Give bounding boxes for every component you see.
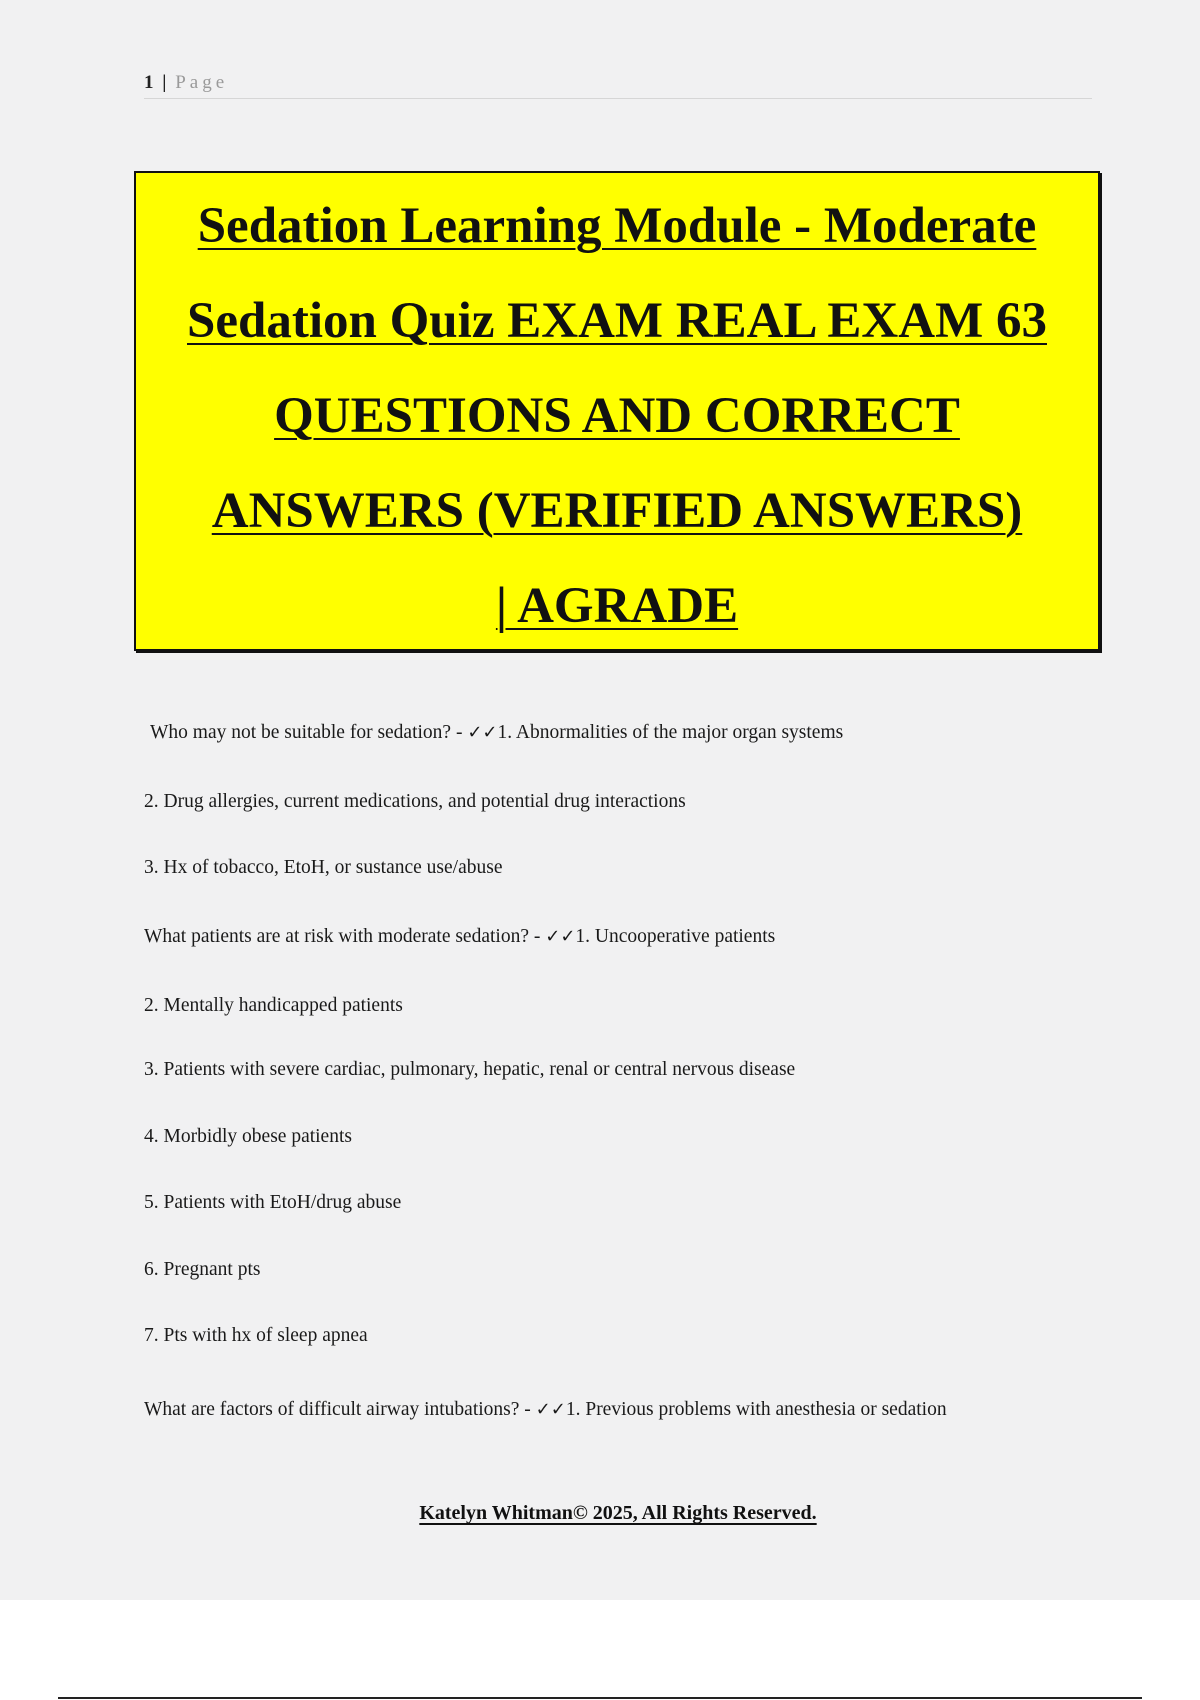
bottom-divider <box>58 1697 1142 1699</box>
title-line-2: Sedation Quiz EXAM REAL EXAM 63 <box>187 293 1047 349</box>
double-check-icon: ✓✓ <box>545 926 576 947</box>
page-label: Page <box>175 72 229 93</box>
answer-item: 7. Pts with hx of sleep apnea <box>144 1325 368 1346</box>
title-line-1: Sedation Learning Module - Moderate <box>197 198 1037 254</box>
question-3 <box>144 1398 947 1422</box>
title-box <box>134 171 1100 651</box>
answer-item: 2. Mentally handicapped patients <box>144 995 403 1016</box>
answer-item: 2. Drug allergies, current medications, and potential drug interactions <box>144 791 686 812</box>
question-text: Who may not be suitable for sedation? - <box>150 722 468 743</box>
answer-item: 3. Patients with severe cardiac, pulmonary, hepatic, renal or central nervous disease <box>144 1059 796 1080</box>
answer-item: 4. Morbidly obese patients <box>144 1126 352 1147</box>
double-check-icon: ✓✓ <box>535 1399 566 1420</box>
answer-item: 5. Patients with EtoH/drug abuse <box>144 1192 402 1213</box>
question-text: What patients are at risk with moderate sedation? - <box>144 926 546 947</box>
double-check-icon: ✓✓ <box>467 722 498 743</box>
title-line-4: ANSWERS (VERIFIED ANSWERS) <box>211 483 1023 539</box>
page-separator: | <box>162 72 167 93</box>
question-1 <box>150 721 843 745</box>
answer-item: 1. Abnormalities of the major organ systems <box>497 722 844 743</box>
question-text: What are factors of difficult airway intubations? - <box>144 1399 536 1420</box>
answer-item: 1. Uncooperative patients <box>575 926 776 947</box>
title-line-5: | AGRADE <box>495 578 739 634</box>
answer-item: 3. Hx of tobacco, EtoH, or sustance use/abuse <box>144 857 503 878</box>
answer-item: 6. Pregnant pts <box>144 1259 261 1280</box>
page-header <box>144 72 1092 99</box>
question-2 <box>144 925 775 949</box>
page-number: 1 <box>144 72 154 93</box>
title-line-3: QUESTIONS AND CORRECT <box>274 388 960 444</box>
copyright-footer: Katelyn Whitman© 2025, All Rights Reserved. <box>419 1502 817 1524</box>
answer-item: 1. Previous problems with anesthesia or sedation <box>565 1399 947 1420</box>
